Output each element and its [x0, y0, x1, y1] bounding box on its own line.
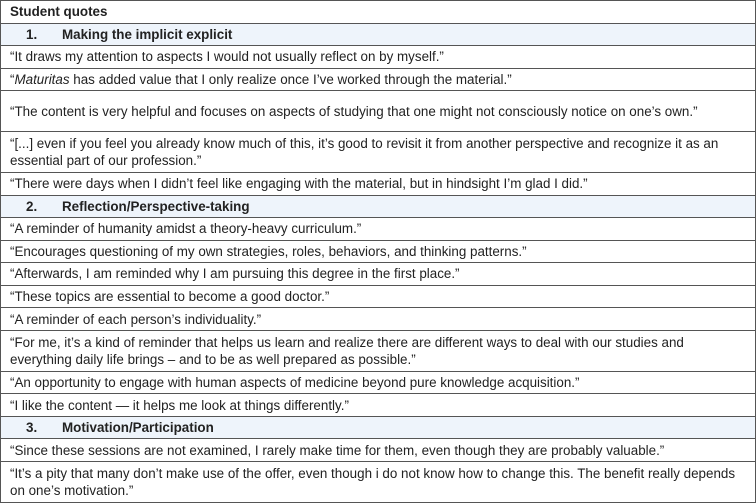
quote-row — [1, 461, 756, 502]
quote-text: “There were days when I didn’t feel like engaging with the material, but in hindsight I’m glad I did.” — [1, 173, 756, 196]
table-header-row — [1, 1, 756, 24]
quote-open-mark: “ — [10, 71, 15, 87]
quote-row — [1, 330, 756, 371]
quote-row — [1, 173, 756, 196]
quote-row — [1, 263, 756, 286]
quote-row — [1, 91, 756, 132]
quote-italic-term: Maturitas — [14, 71, 70, 87]
table-title: Student quotes — [1, 1, 756, 24]
quote-text: “The content is very helpful and focuses on aspects of studying that one might not consciously notice on one’s own.” — [1, 91, 756, 132]
quote-row — [1, 68, 756, 91]
quote-row — [1, 46, 756, 69]
quote-text — [1, 68, 756, 91]
quote-text: “A reminder of each person’s individuality.” — [1, 308, 756, 331]
section-number: 2. — [26, 198, 38, 214]
quote-text: “It’s a pity that many don’t make use of the offer, even though i do not know how to change this. The benefit really depends on one’s motivation.” — [1, 461, 756, 502]
section-row — [1, 195, 756, 218]
section-row — [1, 416, 756, 439]
quote-text: “I like the content — it helps me look at things differently.” — [1, 394, 756, 417]
quote-row — [1, 218, 756, 241]
section-number: 1. — [26, 26, 38, 42]
quote-rest: has added value that I only realize once I’ve worked through the material.” — [69, 71, 512, 87]
quote-text: “These topics are essential to become a good doctor.” — [1, 285, 756, 308]
quote-text: “Encourages questioning of my own strategies, roles, behaviors, and thinking patterns.” — [1, 240, 756, 263]
section-number: 3. — [26, 420, 38, 436]
section-row — [1, 23, 756, 46]
quote-text: “Afterwards, I am reminded why I am pursuing this degree in the first place.” — [1, 263, 756, 286]
quote-text: “It draws my attention to aspects I would not usually reflect on by myself.” — [1, 46, 756, 69]
quote-row — [1, 132, 756, 173]
quote-text: “An opportunity to engage with human aspects of medicine beyond pure knowledge acquisition.” — [1, 371, 756, 394]
quote-row — [1, 308, 756, 331]
quote-text: “Since these sessions are not examined, I rarely make time for them, even though they are probably valuable.” — [1, 439, 756, 462]
section-heading-1 — [1, 23, 756, 46]
section-title: Reflection/Perspective-taking — [62, 198, 250, 214]
section-title: Making the implicit explicit — [62, 26, 233, 42]
section-heading-2 — [1, 195, 756, 218]
quote-text: “For me, it’s a kind of reminder that helps us learn and realize there are different ways to deal with our studies and everything daily life brings – and to be as well prepared as possible.” — [1, 330, 756, 371]
quote-row — [1, 285, 756, 308]
quote-row — [1, 439, 756, 462]
section-title: Motivation/Participation — [62, 420, 214, 436]
quote-row — [1, 394, 756, 417]
quote-text: “A reminder of humanity amidst a theory-heavy curriculum.” — [1, 218, 756, 241]
quote-text: “[...] even if you feel you already know much of this, it’s good to revisit it from another perspective and recognize it as an essential part of our profession.” — [1, 132, 756, 173]
section-heading-3 — [1, 416, 756, 439]
quote-row — [1, 240, 756, 263]
quote-row — [1, 371, 756, 394]
